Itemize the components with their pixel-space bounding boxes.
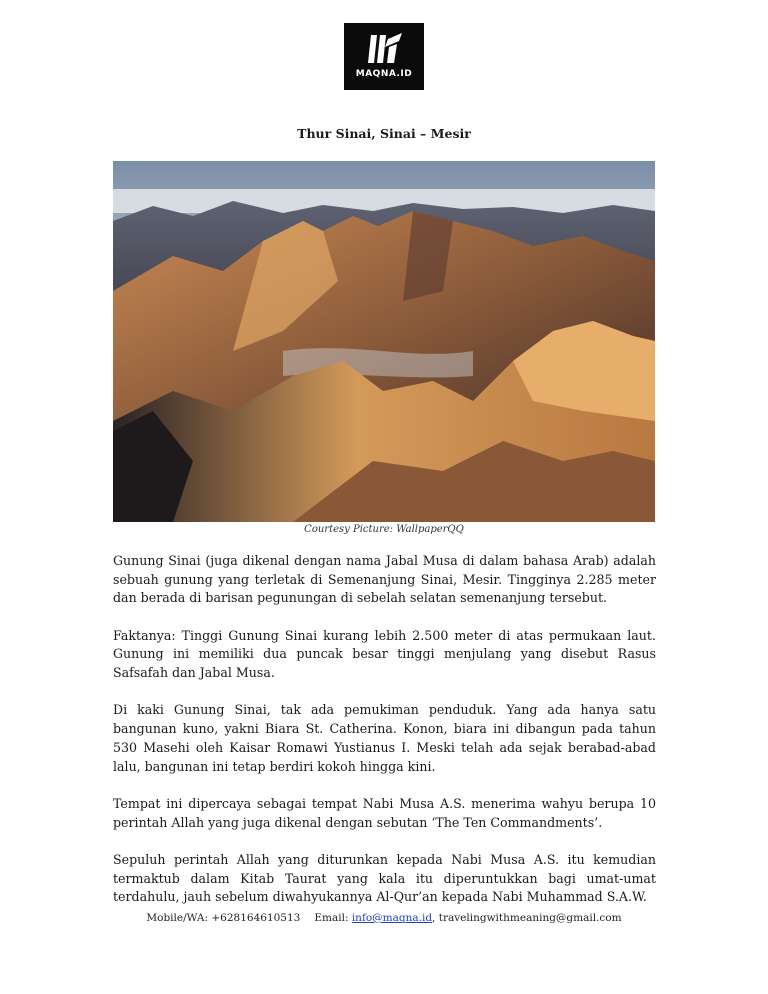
paragraph-1: Gunung Sinai (juga dikenal dengan nama Jabal Musa di dalam bahasa Arab) adalah sebuah gunung yang terletak di Semenanjung Sinai, Mesir. Tingginya 2.285 meter dan berada di barisan pegunungan di sebelah selatan semenanjung tersebut.: [113, 553, 656, 606]
article-body: [113, 552, 656, 926]
footer-email-rest: , travelingwithmeaning@gmail.com: [432, 912, 622, 924]
maqna-logo: [344, 23, 424, 90]
photo-caption: Courtesy Picture: WallpaperQQ: [304, 524, 464, 535]
footer-contact: [0, 912, 768, 924]
paragraph-5: Sepuluh perintah Allah yang diturunkan kepada Nabi Musa A.S. itu kemudian termaktub dalam Kitab Taurat yang kala itu diperuntukkan bagi umat-umat terdahulu, jauh sebelum diwahyukannya Al-Qur’an kepada Nabi Muhammad S.A.W.: [113, 851, 656, 905]
logo-mark-icon: [344, 23, 424, 69]
mountain-photo: [113, 161, 655, 522]
page-title: Thur Sinai, Sinai – Mesir: [297, 126, 471, 141]
logo-text: MAQNA.ID: [355, 69, 413, 79]
paragraph-2: Faktanya: Tinggi Gunung Sinai kurang lebih 2.500 meter di atas permukaan laut. Gunung ini memiliki dua puncak besar tinggi menjulang yang disebut Rasus Safsafah dan Jabal Musa.: [113, 627, 656, 681]
footer-email-link[interactable]: info@maqna.id: [351, 912, 433, 924]
footer-email-label: Email:: [314, 912, 349, 924]
paragraph-4: Tempat ini dipercaya sebagai tempat Nabi Musa A.S. menerima wahyu berupa 10 perintah Allah yang juga dikenal dengan sebutan ‘The Ten Commandments’.: [113, 795, 656, 830]
paragraph-3: Di kaki Gunung Sinai, tak ada pemukiman penduduk. Yang ada hanya satu bangunan kuno, yakni Biara St. Catherina. Konon, biara ini dibangun pada tahun 530 Masehi oleh Kaisar Romawi Yustianus I. Meski telah ada sejak berabad-abad lalu, bangunan ini tetap berdiri kokoh hingga kini.: [113, 702, 656, 774]
footer-mobile: Mobile/WA: +628164610513: [146, 912, 301, 924]
